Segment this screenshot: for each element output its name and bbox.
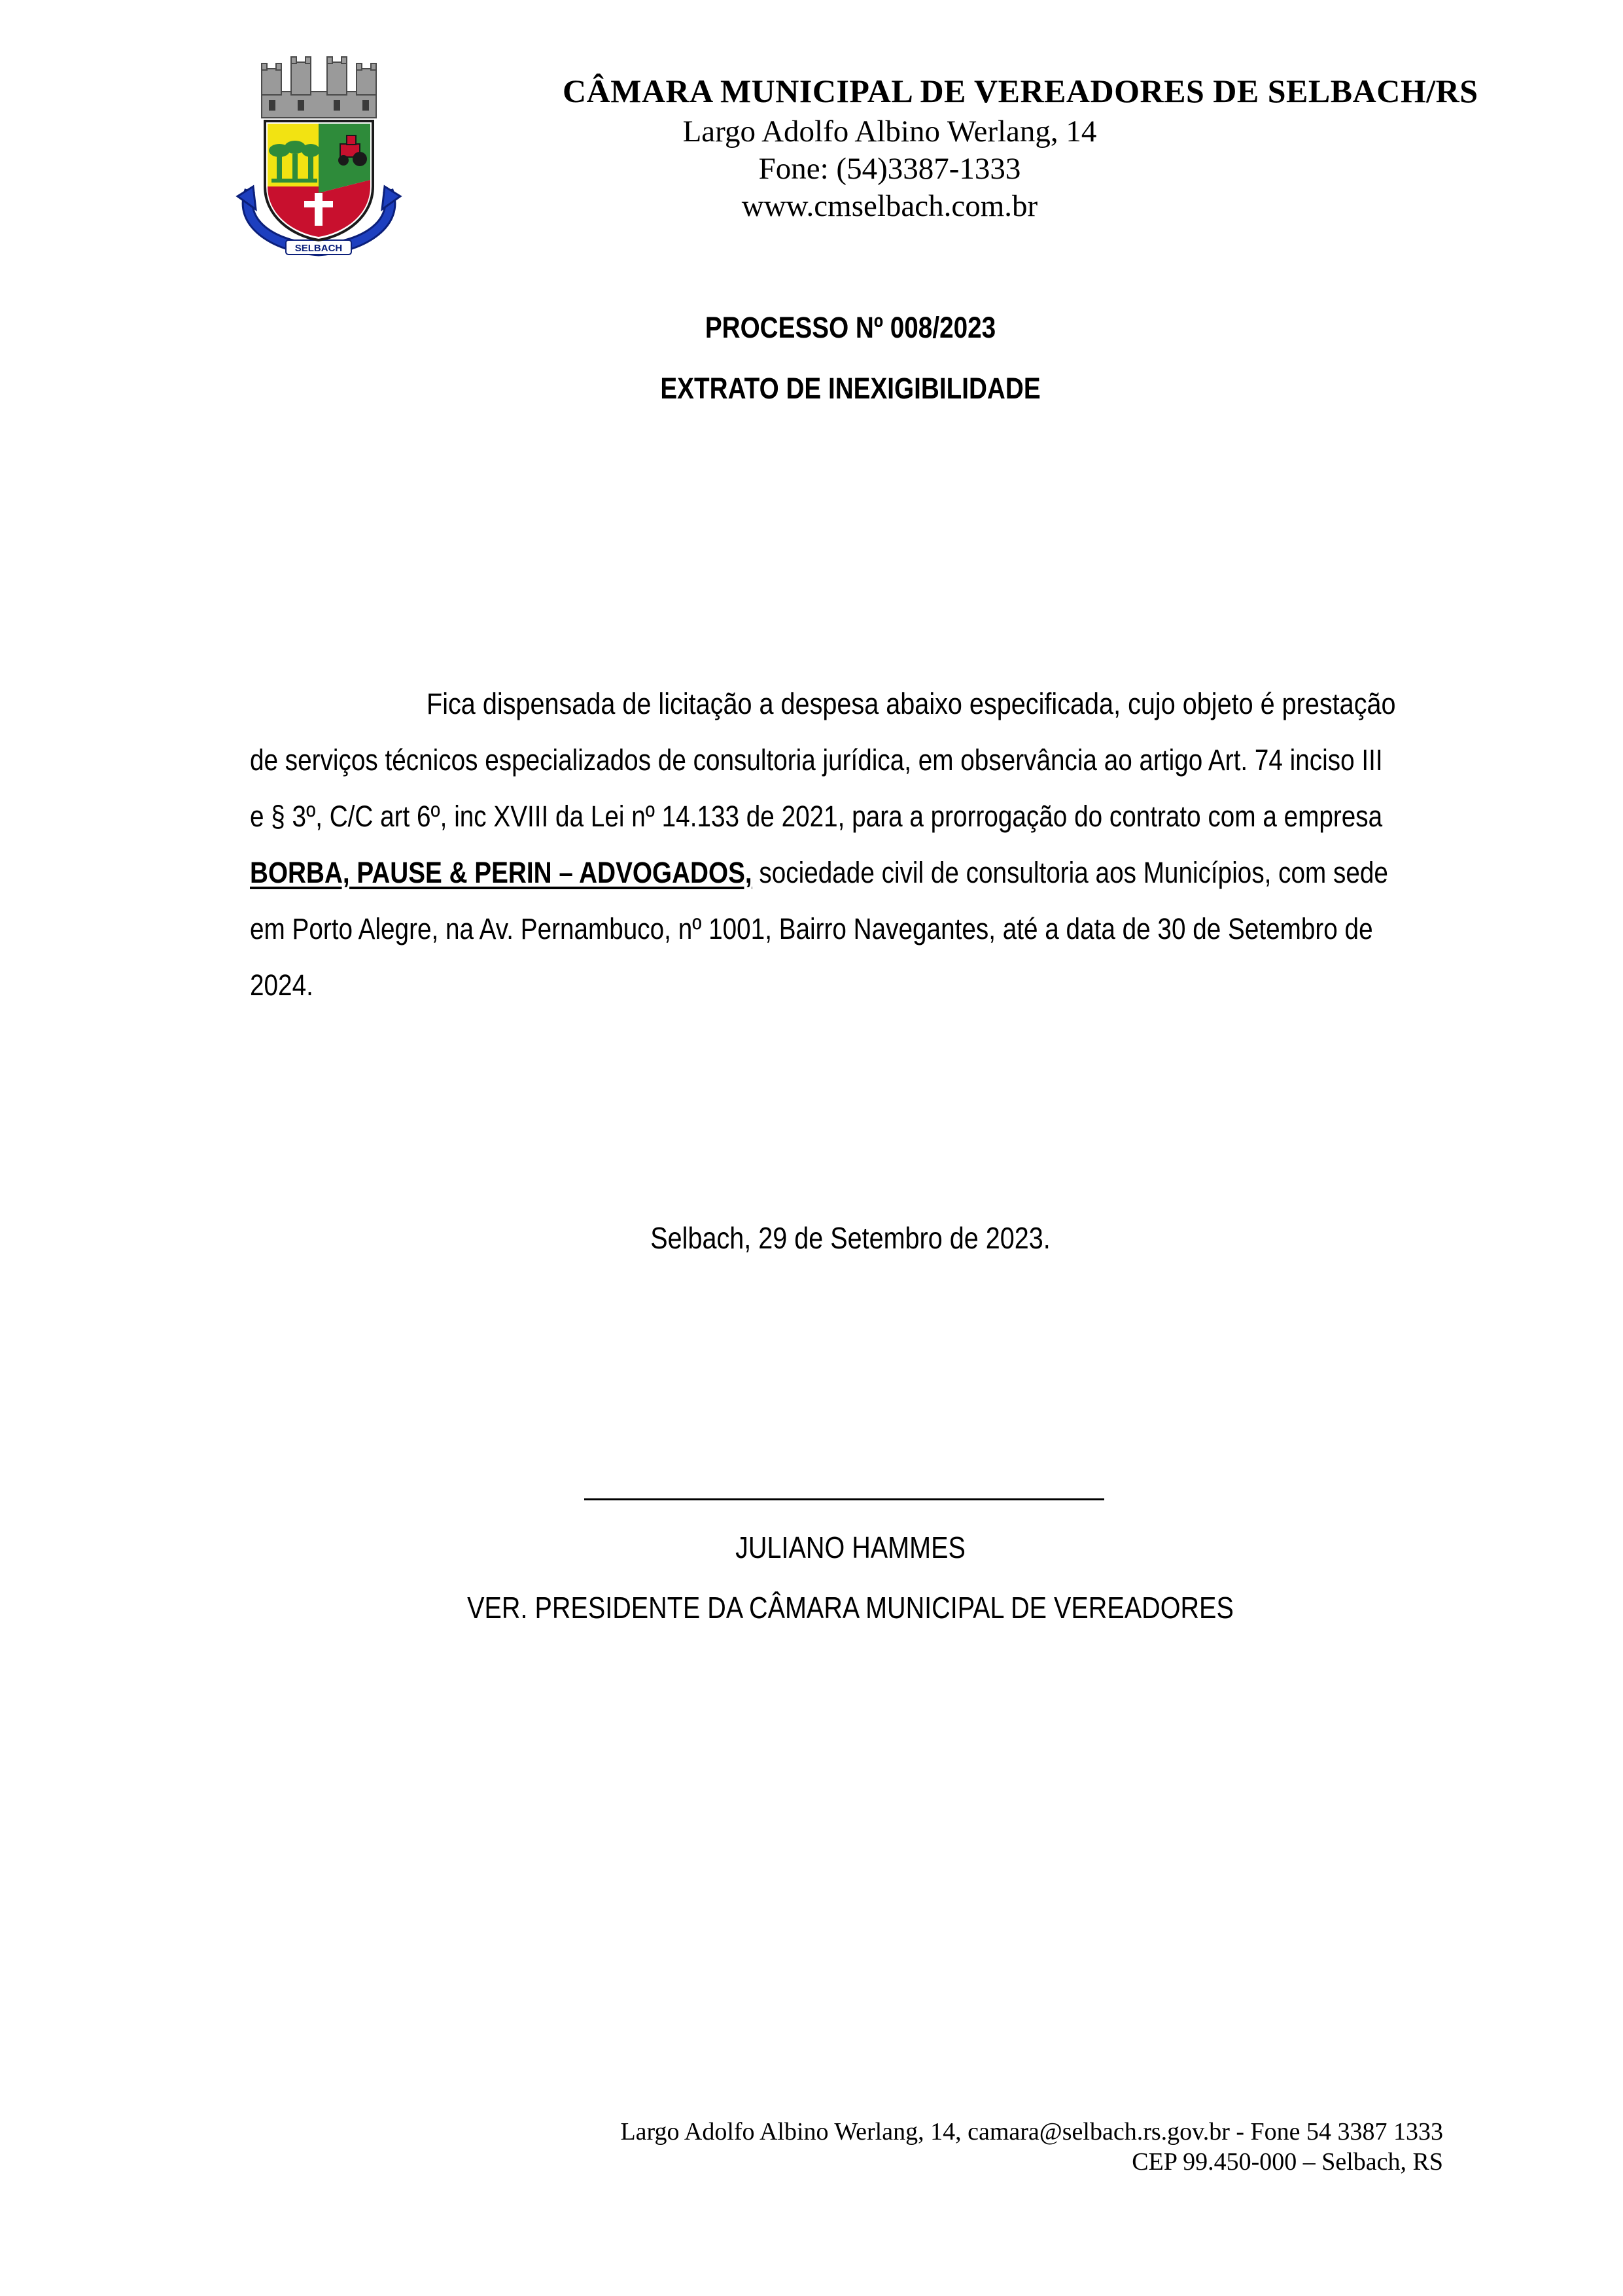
body-line-1 xyxy=(250,676,1442,732)
crest-banner-text: SELBACH xyxy=(294,243,343,254)
body-text-6: 2024. xyxy=(250,968,313,1002)
signer-role: VER. PRESIDENTE DA CÂMARA MUNICIPAL DE VEREADORES xyxy=(467,1591,1234,1625)
body-line-5 xyxy=(250,901,1442,957)
contracted-company: BORBA, PAUSE & PERIN – ADVOGADOS, xyxy=(250,856,752,889)
institution-website: www.cmselbach.com.br xyxy=(741,189,1038,223)
body-text-5: em Porto Alegre, na Av. Pernambuco, nº 1001, Bairro Navegantes, até a data de 30 de Setembro de xyxy=(250,912,1373,945)
letterhead xyxy=(563,69,1478,225)
signer-name: JULIANO HAMMES xyxy=(735,1530,966,1564)
document-subject: EXTRATO DE INEXIGIBILIDADE xyxy=(660,372,1041,405)
body-line-3 xyxy=(250,788,1442,845)
institution-name: CÂMARA MUNICIPAL DE VEREADORES DE SELBACH/RS xyxy=(563,73,1478,109)
coat-of-arms-icon xyxy=(232,56,406,265)
institution-address: Largo Adolfo Albino Werlang, 14 xyxy=(682,115,1097,149)
footer-postal: CEP 99.450-000 – Selbach, RS xyxy=(1132,2148,1443,2176)
body-line-2 xyxy=(250,732,1442,788)
body-text-3: e § 3º, C/C art 6º, inc XVIII da Lei nº 14.133 de 2021, para a prorrogação do contrato com a empresa xyxy=(250,800,1383,833)
page-footer xyxy=(620,2117,1443,2177)
institution-phone: Fone: (54)3387-1333 xyxy=(758,152,1021,186)
body-text-1: Fica dispensada de licitação a despesa abaixo especificada, cujo objeto é prestação xyxy=(427,687,1396,720)
process-number: PROCESSO Nº 008/2023 xyxy=(705,311,996,344)
body-paragraph xyxy=(250,676,1442,1014)
body-line-6 xyxy=(250,957,1442,1014)
body-text-2: de serviços técnicos especializados de consultoria jurídica, em observância ao artigo Art. 74 inciso III xyxy=(250,743,1383,777)
place-and-date: Selbach, 29 de Setembro de 2023. xyxy=(650,1221,1051,1255)
body-text-4: sociedade civil de consultoria aos Municípios, com sede xyxy=(752,856,1388,889)
mural-crown xyxy=(262,57,376,118)
footer-address: Largo Adolfo Albino Werlang, 14, camara@selbach.rs.gov.br - Fone 54 3387 1333 xyxy=(620,2118,1443,2146)
signature-line xyxy=(584,1498,1104,1500)
body-line-4 xyxy=(250,845,1442,901)
